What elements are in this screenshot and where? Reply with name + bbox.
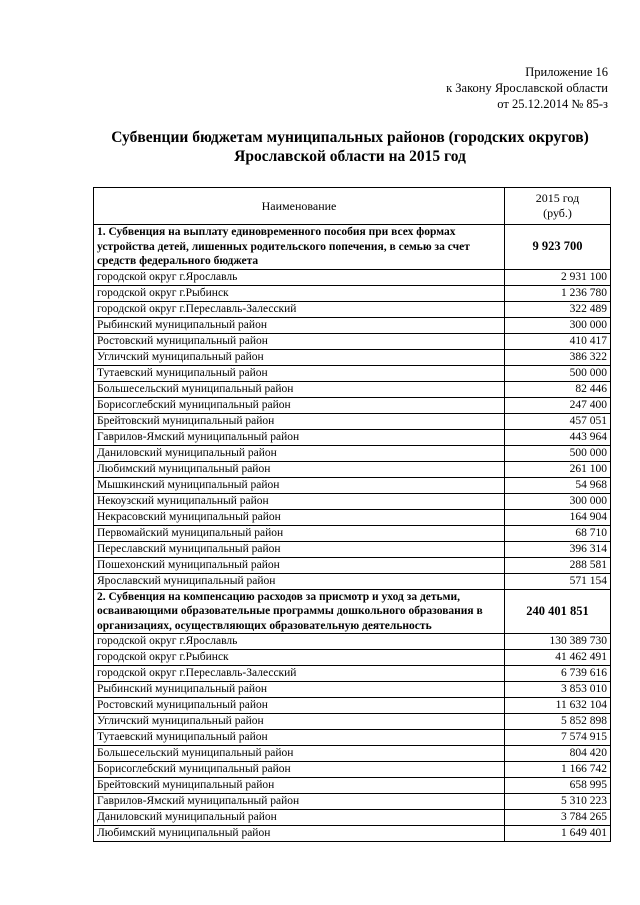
- document-title: [60, 128, 640, 166]
- subvention-amount: 7 574 915: [505, 730, 611, 746]
- table-row: [94, 429, 611, 445]
- table-body: [94, 225, 611, 842]
- subvention-amount: 3 784 265: [505, 810, 611, 826]
- municipality-name: Ростовский муниципальный район: [94, 698, 505, 714]
- subvention-amount: 300 000: [505, 493, 611, 509]
- municipality-name: Большесельский муниципальный район: [94, 381, 505, 397]
- municipality-name: Некоузский муниципальный район: [94, 493, 505, 509]
- table-row: [94, 730, 611, 746]
- appendix-line-2: к Закону Ярославской области: [446, 81, 608, 95]
- table-row: [94, 714, 611, 730]
- municipality-name: городской округ г.Рыбинск: [94, 285, 505, 301]
- table-row: [94, 477, 611, 493]
- municipality-name: Борисоглебский муниципальный район: [94, 762, 505, 778]
- section-total: 9 923 700: [505, 225, 611, 270]
- municipality-name: Брейтовский муниципальный район: [94, 413, 505, 429]
- table-row: [94, 698, 611, 714]
- subvention-amount: 54 968: [505, 477, 611, 493]
- table-row: [94, 445, 611, 461]
- subvention-amount: 5 852 898: [505, 714, 611, 730]
- table-row: [94, 317, 611, 333]
- section-total: 240 401 851: [505, 589, 611, 634]
- municipality-name: Рыбинский муниципальный район: [94, 317, 505, 333]
- table-row: [94, 666, 611, 682]
- subventions-table: [93, 187, 611, 842]
- section-title: 2. Субвенция на компенсацию расходов за присмотр и уход за детьми, осваивающими образовательные программы дошкольного образования в организациях, осуществляющих образовательную деятельность: [94, 589, 505, 634]
- subvention-amount: 68 710: [505, 525, 611, 541]
- municipality-name: Борисоглебский муниципальный район: [94, 397, 505, 413]
- municipality-name: Некрасовский муниципальный район: [94, 509, 505, 525]
- municipality-name: городской округ г.Переславль-Залесский: [94, 666, 505, 682]
- subvention-amount: 500 000: [505, 445, 611, 461]
- subvention-amount: 457 051: [505, 413, 611, 429]
- table-row: [94, 381, 611, 397]
- title-line-2: Ярославской области на 2015 год: [234, 148, 466, 165]
- table-row: [94, 634, 611, 650]
- section-row: [94, 225, 611, 270]
- table-row: [94, 541, 611, 557]
- table-row: [94, 826, 611, 842]
- municipality-name: Даниловский муниципальный район: [94, 445, 505, 461]
- municipality-name: городской округ г.Рыбинск: [94, 650, 505, 666]
- table-row: [94, 778, 611, 794]
- title-line-1: Субвенции бюджетам муниципальных районов (городских округов): [111, 129, 589, 146]
- subvention-amount: 396 314: [505, 541, 611, 557]
- table-row: [94, 509, 611, 525]
- municipality-name: городской округ г.Ярославль: [94, 269, 505, 285]
- subvention-amount: 410 417: [505, 333, 611, 349]
- subvention-amount: 500 000: [505, 365, 611, 381]
- subvention-amount: 1 236 780: [505, 285, 611, 301]
- municipality-name: Угличский муниципальный район: [94, 714, 505, 730]
- section-row: [94, 589, 611, 634]
- table-row: [94, 650, 611, 666]
- municipality-name: Большесельский муниципальный район: [94, 746, 505, 762]
- subvention-amount: 11 632 104: [505, 698, 611, 714]
- header-year-label: 2015 год: [535, 191, 580, 205]
- municipality-name: городской округ г.Ярославль: [94, 634, 505, 650]
- table-row: [94, 794, 611, 810]
- municipality-name: Тутаевский муниципальный район: [94, 365, 505, 381]
- table-row: [94, 461, 611, 477]
- subvention-amount: 386 322: [505, 349, 611, 365]
- table-row: [94, 285, 611, 301]
- municipality-name: Ростовский муниципальный район: [94, 333, 505, 349]
- subvention-amount: 164 904: [505, 509, 611, 525]
- subvention-amount: 82 446: [505, 381, 611, 397]
- municipality-name: Гаврилов-Ямский муниципальный район: [94, 794, 505, 810]
- table-row: [94, 365, 611, 381]
- subvention-amount: 3 853 010: [505, 682, 611, 698]
- subvention-amount: 322 489: [505, 301, 611, 317]
- municipality-name: городской округ г.Переславль-Залесский: [94, 301, 505, 317]
- subvention-amount: 41 462 491: [505, 650, 611, 666]
- subvention-amount: 288 581: [505, 557, 611, 573]
- municipality-name: Гаврилов-Ямский муниципальный район: [94, 429, 505, 445]
- subvention-amount: 2 931 100: [505, 269, 611, 285]
- appendix-line-3: от 25.12.2014 № 85-з: [497, 97, 608, 111]
- table-row: [94, 810, 611, 826]
- municipality-name: Даниловский муниципальный район: [94, 810, 505, 826]
- appendix-note: [308, 64, 608, 112]
- table-row: [94, 413, 611, 429]
- table-row: [94, 557, 611, 573]
- municipality-name: Тутаевский муниципальный район: [94, 730, 505, 746]
- table-row: [94, 573, 611, 589]
- table-row: [94, 333, 611, 349]
- municipality-name: Рыбинский муниципальный район: [94, 682, 505, 698]
- municipality-name: Любимский муниципальный район: [94, 826, 505, 842]
- municipality-name: Угличский муниципальный район: [94, 349, 505, 365]
- table-row: [94, 525, 611, 541]
- table-row: [94, 682, 611, 698]
- subvention-amount: 5 310 223: [505, 794, 611, 810]
- municipality-name: Мышкинский муниципальный район: [94, 477, 505, 493]
- table-row: [94, 493, 611, 509]
- subvention-amount: 658 995: [505, 778, 611, 794]
- subvention-amount: 1 166 742: [505, 762, 611, 778]
- table-header-row: [94, 188, 611, 225]
- subvention-amount: 6 739 616: [505, 666, 611, 682]
- table-row: [94, 301, 611, 317]
- subvention-amount: 300 000: [505, 317, 611, 333]
- table-row: [94, 349, 611, 365]
- subvention-amount: 130 389 730: [505, 634, 611, 650]
- table-row: [94, 762, 611, 778]
- table-row: [94, 746, 611, 762]
- appendix-line-1: Приложение 16: [525, 65, 608, 79]
- subvention-amount: 443 964: [505, 429, 611, 445]
- table-row: [94, 269, 611, 285]
- municipality-name: Любимский муниципальный район: [94, 461, 505, 477]
- municipality-name: Переславский муниципальный район: [94, 541, 505, 557]
- subvention-amount: 247 400: [505, 397, 611, 413]
- header-unit-label: (руб.): [543, 206, 572, 220]
- section-title: 1. Субвенция на выплату единовременного пособия при всех формах устройства детей, лишенных родительского попечения, в семью за счет средств федерального бюджета: [94, 225, 505, 270]
- table-row: [94, 397, 611, 413]
- municipality-name: Брейтовский муниципальный район: [94, 778, 505, 794]
- municipality-name: Первомайский муниципальный район: [94, 525, 505, 541]
- subvention-amount: 571 154: [505, 573, 611, 589]
- header-name: Наименование: [94, 188, 505, 225]
- subvention-amount: 1 649 401: [505, 826, 611, 842]
- municipality-name: Пошехонский муниципальный район: [94, 557, 505, 573]
- header-year: [505, 188, 611, 225]
- subvention-amount: 804 420: [505, 746, 611, 762]
- municipality-name: Ярославский муниципальный район: [94, 573, 505, 589]
- subvention-amount: 261 100: [505, 461, 611, 477]
